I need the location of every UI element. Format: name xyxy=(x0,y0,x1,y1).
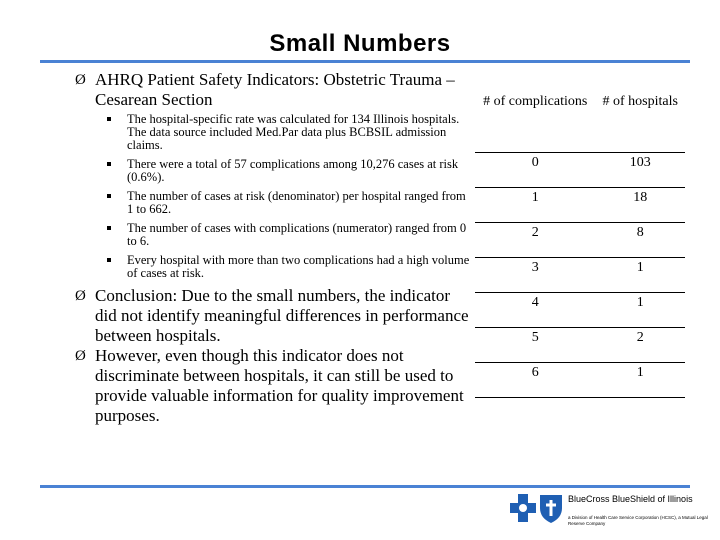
bcbs-fine-print: a Division of Health Care Service Corporation (HCSC), a Mutual Legal Reserve Company xyxy=(568,515,708,526)
slide-title: Small Numbers xyxy=(269,30,451,57)
table-row xyxy=(475,153,685,188)
sub-bullet: The number of cases with complications (numerator) ranged from 0 to 6. xyxy=(103,222,470,248)
title-divider xyxy=(40,60,690,63)
footer-divider xyxy=(40,485,690,488)
hospitals-cell: 1 xyxy=(595,258,685,293)
complications-cell: 5 xyxy=(475,328,595,363)
complications-cell: 2 xyxy=(475,223,595,258)
hospitals-cell: 103 xyxy=(595,153,685,188)
complications-cell: 6 xyxy=(475,363,595,398)
complications-cell: 4 xyxy=(475,293,595,328)
sub-bullet: The hospital-specific rate was calculated for 134 Illinois hospitals. The data source included Med.Par data plus BCBSIL admission claims. xyxy=(103,113,470,152)
table-row xyxy=(475,328,685,363)
complications-table xyxy=(475,90,685,398)
table-row xyxy=(475,188,685,223)
content-left xyxy=(75,70,470,426)
table-header-row xyxy=(475,90,685,153)
complications-cell: 1 xyxy=(475,188,595,223)
hospitals-cell: 18 xyxy=(595,188,685,223)
table-row xyxy=(475,258,685,293)
header-hospitals: # of hospitals xyxy=(595,90,685,153)
arrow-bullet-icon: Ø xyxy=(75,288,86,304)
sub-bullet-list xyxy=(103,113,470,280)
arrow-bullet-icon: Ø xyxy=(75,348,86,364)
sub-bullet: Every hospital with more than two complications had a high volume of cases at risk. xyxy=(103,254,470,280)
sub-bullet: There were a total of 57 complications among 10,276 cases at risk (0.6%). xyxy=(103,158,470,184)
blue-cross-icon xyxy=(510,492,536,524)
sub-bullet: The number of cases at risk (denominator) per hospital ranged from 1 to 662. xyxy=(103,190,470,216)
table-row xyxy=(475,363,685,398)
table-row xyxy=(475,293,685,328)
bullet-conclusion-text: Conclusion: Due to the small numbers, the indicator did not identify meaningful differences in performance between hospitals. xyxy=(95,286,469,345)
hospitals-cell: 2 xyxy=(595,328,685,363)
hospitals-cell: 1 xyxy=(595,293,685,328)
bullet-conclusion xyxy=(75,286,470,346)
square-bullet-icon xyxy=(107,194,111,198)
square-bullet-icon xyxy=(107,258,111,262)
hospitals-cell: 8 xyxy=(595,223,685,258)
complications-cell: 0 xyxy=(475,153,595,188)
square-bullet-icon xyxy=(107,226,111,230)
bcbs-logo xyxy=(510,492,710,537)
bcbs-name: BlueCross BlueShield of Illinois xyxy=(568,494,693,504)
square-bullet-icon xyxy=(107,117,111,121)
arrow-bullet-icon: Ø xyxy=(75,72,86,88)
square-bullet-icon xyxy=(107,162,111,166)
header-complications: # of complications xyxy=(475,90,595,153)
hospitals-cell: 1 xyxy=(595,363,685,398)
bullet-ahrq xyxy=(75,70,470,110)
bullet-however xyxy=(75,346,470,426)
bullet-ahrq-text: AHRQ Patient Safety Indicators: Obstetric Trauma – Cesarean Section xyxy=(95,70,455,109)
blue-shield-icon xyxy=(538,492,564,524)
table-row xyxy=(475,223,685,258)
complications-cell: 3 xyxy=(475,258,595,293)
bullet-however-text: However, even though this indicator does not discriminate between hospitals, it can still be used to provide valuable information for quality improvement purposes. xyxy=(95,346,464,425)
